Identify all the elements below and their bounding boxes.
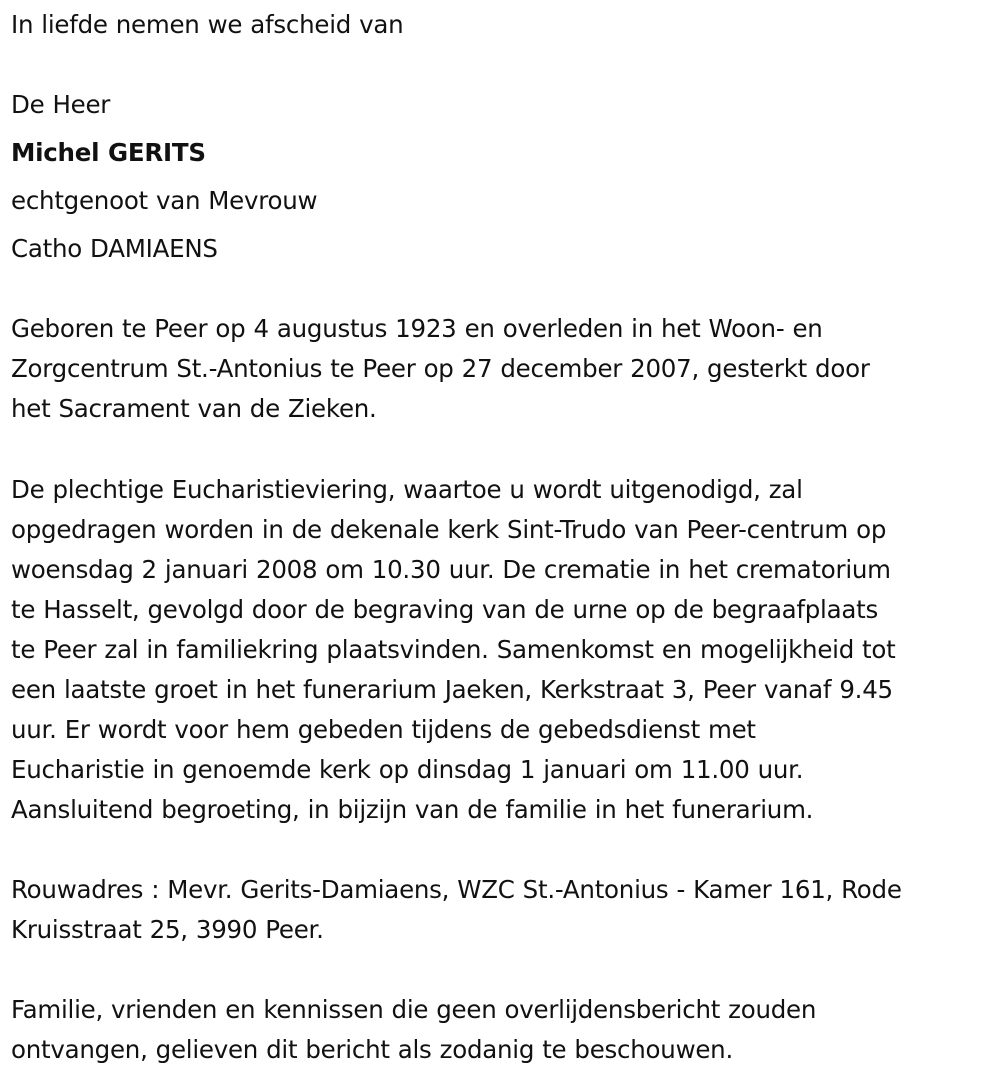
paragraph-line: Kruisstraat 25, 3990 Peer. — [11, 915, 324, 944]
deceased-name: Michel GERITS — [11, 138, 206, 167]
paragraph-line: Aansluitend begroeting, in bijzijn van de familie in het funerarium. — [11, 795, 814, 824]
paragraph-line: te Hasselt, gevolgd door de begraving van de urne op de begraafplaats — [11, 595, 878, 624]
title-line: De Heer — [11, 90, 111, 119]
spouse-line-2: Catho DAMIAENS — [11, 234, 218, 263]
paragraph-line: Geboren te Peer op 4 augustus 1923 en overleden in het Woon- en — [11, 314, 823, 343]
paragraph-line: Rouwadres : Mevr. Gerits-Damiaens, WZC St.-Antonius - Kamer 161, Rode — [11, 875, 902, 904]
paragraph-line: Zorgcentrum St.-Antonius te Peer op 27 december 2007, gesterkt door — [11, 354, 870, 383]
paragraph-line: uur. Er wordt voor hem gebeden tijdens de gebedsdienst met — [11, 715, 756, 744]
paragraph-line: te Peer zal in familiekring plaatsvinden. Samenkomst en mogelijkheid tot — [11, 635, 896, 664]
paragraph-line: het Sacrament van de Zieken. — [11, 394, 377, 423]
intro-line: In liefde nemen we afscheid van — [11, 10, 404, 39]
paragraph-line: De plechtige Eucharistieviering, waartoe u wordt uitgenodigd, zal — [11, 475, 803, 504]
paragraph-line: Eucharistie in genoemde kerk op dinsdag 1 januari om 11.00 uur. — [11, 755, 804, 784]
paragraph-line: ontvangen, gelieven dit bericht als zodanig te beschouwen. — [11, 1035, 734, 1064]
spouse-line-1: echtgenoot van Mevrouw — [11, 186, 318, 215]
paragraph-line: opgedragen worden in de dekenale kerk Sint-Trudo van Peer-centrum op — [11, 515, 887, 544]
paragraph-line: Familie, vrienden en kennissen die geen overlijdensbericht zouden — [11, 995, 817, 1024]
paragraph-line: woensdag 2 januari 2008 om 10.30 uur. De crematie in het crematorium — [11, 555, 891, 584]
paragraph-line: een laatste groet in het funerarium Jaeken, Kerkstraat 3, Peer vanaf 9.45 — [11, 675, 893, 704]
